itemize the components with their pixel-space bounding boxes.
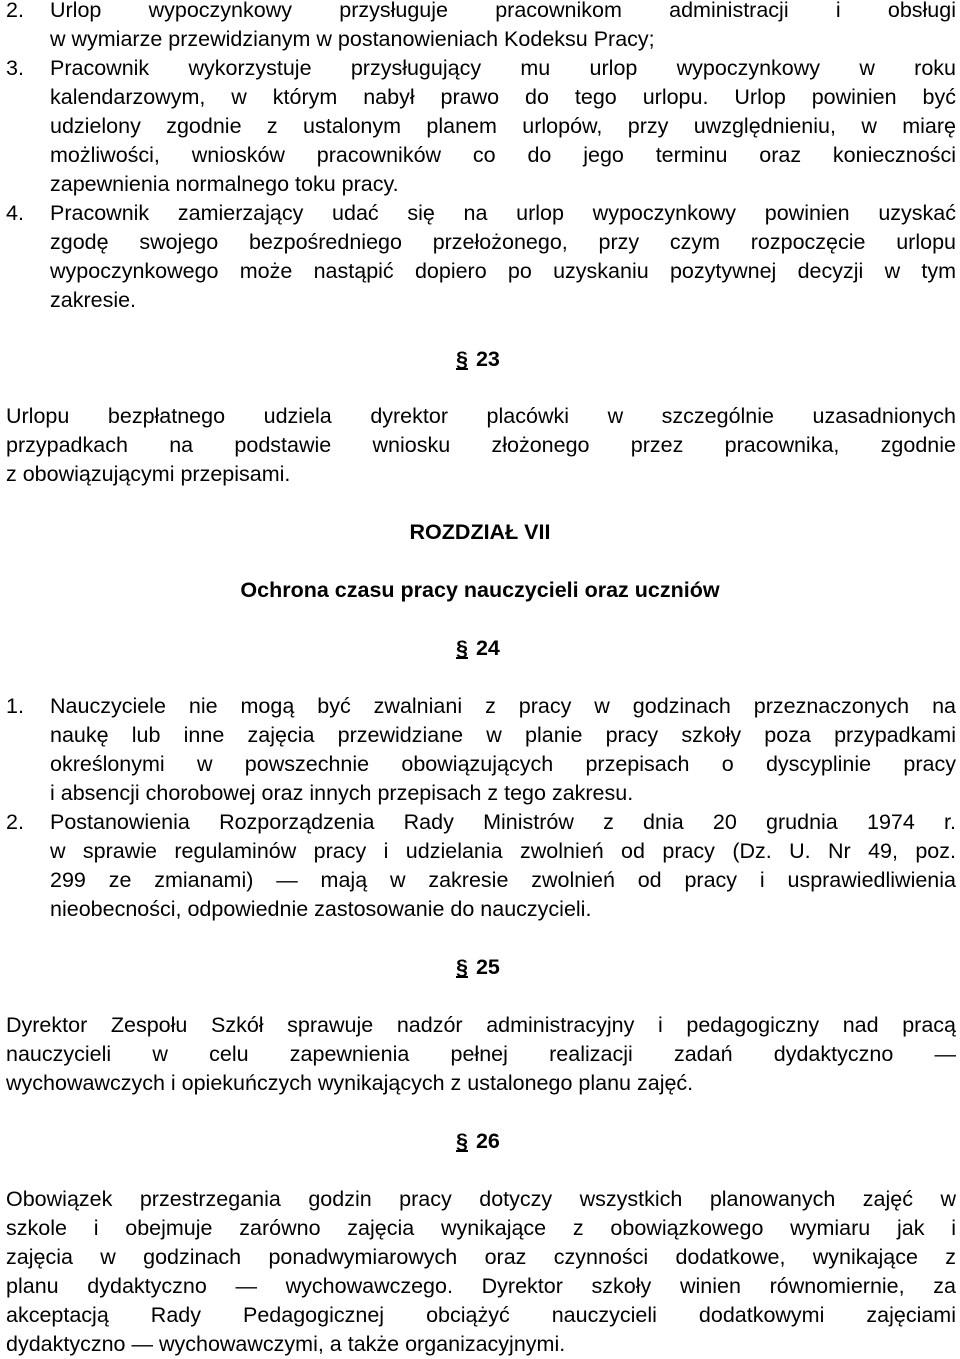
paragraph-line: w wymiarze przewidzianym w postanowieniach Kodeksu Pracy;	[50, 27, 655, 51]
paragraph-line: zajęcia w godzinach ponadwymiarowych oraz czynności dodatkowe, wynikające z	[6, 1245, 956, 1269]
paragraph-line: naukę lub inne zajęcia przewidziane w planie pracy szkoły poza przypadkami	[50, 723, 956, 747]
paragraph-line: Postanowienia Rozporządzenia Rady Ministrów z dnia 20 grudnia 1974 r.	[50, 810, 956, 834]
section-heading-26	[456, 1127, 500, 1156]
paragraph-line: Pracownik zamierzający udać się na urlop wypoczynkowy powinien uzyskać	[50, 201, 956, 225]
list-number: 2.	[6, 0, 24, 22]
section-number: 23	[475, 347, 500, 371]
paragraph-line: 299 ze zmianami) — mają w zakresie zwolnień od pracy i usprawiedliwienia	[50, 868, 956, 892]
section-number: 26	[475, 1129, 500, 1153]
section-heading-23	[456, 345, 500, 374]
section-heading-25	[456, 953, 500, 982]
paragraph-line: i absencji chorobowej oraz innych przepisach z tego zakresu.	[50, 781, 634, 805]
paragraph-line: zapewnienia normalnego toku pracy.	[50, 172, 399, 196]
chapter-subtitle: Ochrona czasu pracy nauczycieli oraz uczniów	[240, 578, 720, 602]
paragraph-line: z obowiązującymi przepisami.	[6, 462, 291, 486]
paragraph-line: akceptacją Rady Pedagogicznej obciążyć nauczycieli dodatkowymi zajęciami	[6, 1303, 956, 1327]
paragraph-line: Obowiązek przestrzegania godzin pracy dotyczy wszystkich planowanych zajęć w	[6, 1187, 956, 1211]
paragraph-line: nieobecności, odpowiednie zastosowanie do nauczycieli.	[50, 897, 592, 921]
paragraph-line: wychowawczych i opiekuńczych wynikających z ustalonego planu zajęć.	[6, 1071, 694, 1095]
section-sign: §	[456, 955, 468, 979]
paragraph-line: nauczycieli w celu zapewnienia pełnej realizacji zadań dydaktyczno —	[6, 1042, 956, 1066]
paragraph-line: planu dydaktyczno — wychowawczego. Dyrektor szkoły winien równomiernie, za	[6, 1274, 956, 1298]
section-number: 25	[475, 955, 500, 979]
list-number: 2.	[6, 810, 24, 834]
section-number: 24	[475, 636, 500, 660]
paragraph-line: możliwości, wniosków pracowników co do jego terminu oraz konieczności	[50, 143, 956, 167]
paragraph-line: przypadkach na podstawie wniosku złożonego przez pracownika, zgodnie	[6, 433, 956, 457]
paragraph-line: szkole i obejmuje zarówno zajęcia wynikające z obowiązkowego wymiaru jak i	[6, 1216, 956, 1240]
paragraph-line: w sprawie regulaminów pracy i udzielania zwolnień od pracy (Dz. U. Nr 49, poz.	[50, 839, 956, 863]
section-sign: §	[456, 1129, 468, 1153]
section-sign: §	[456, 347, 468, 371]
paragraph-line: udzielony zgodnie z ustalonym planem urlopów, przy uwzględnieniu, w miarę	[50, 114, 956, 138]
paragraph-line: Urlopu bezpłatnego udziela dyrektor placówki w szczególnie uzasadnionych	[6, 404, 956, 428]
paragraph-line: zgodę swojego bezpośredniego przełożonego, przy czym rozpoczęcie urlopu	[50, 230, 956, 254]
paragraph-line: wypoczynkowego może nastąpić dopiero po uzyskaniu pozytywnej decyzji w tym	[50, 259, 956, 283]
section-heading-24	[456, 634, 500, 663]
paragraph-line: określonymi w powszechnie obowiązujących przepisach o dyscyplinie pracy	[50, 752, 956, 776]
chapter-title: ROZDZIAŁ VII	[409, 520, 551, 544]
paragraph-line: dydaktyczno — wychowawczymi, a także organizacyjnymi.	[6, 1332, 566, 1356]
paragraph-line: Nauczyciele nie mogą być zwalniani z pracy w godzinach przeznaczonych na	[50, 694, 956, 718]
paragraph-line: kalendarzowym, w którym nabył prawo do tego urlopu. Urlop powinien być	[50, 85, 956, 109]
paragraph-line: Pracownik wykorzystuje przysługujący mu urlop wypoczynkowy w roku	[50, 56, 956, 80]
section-sign: §	[456, 636, 468, 660]
paragraph-line: Dyrektor Zespołu Szkół sprawuje nadzór administracyjny i pedagogiczny nad pracą	[6, 1013, 956, 1037]
paragraph-line: zakresie.	[50, 288, 137, 312]
paragraph-line: Urlop wypoczynkowy przysługuje pracownikom administracji i obsługi	[50, 0, 956, 22]
list-number: 3.	[6, 56, 24, 80]
list-number: 1.	[6, 694, 24, 718]
list-number: 4.	[6, 201, 24, 225]
